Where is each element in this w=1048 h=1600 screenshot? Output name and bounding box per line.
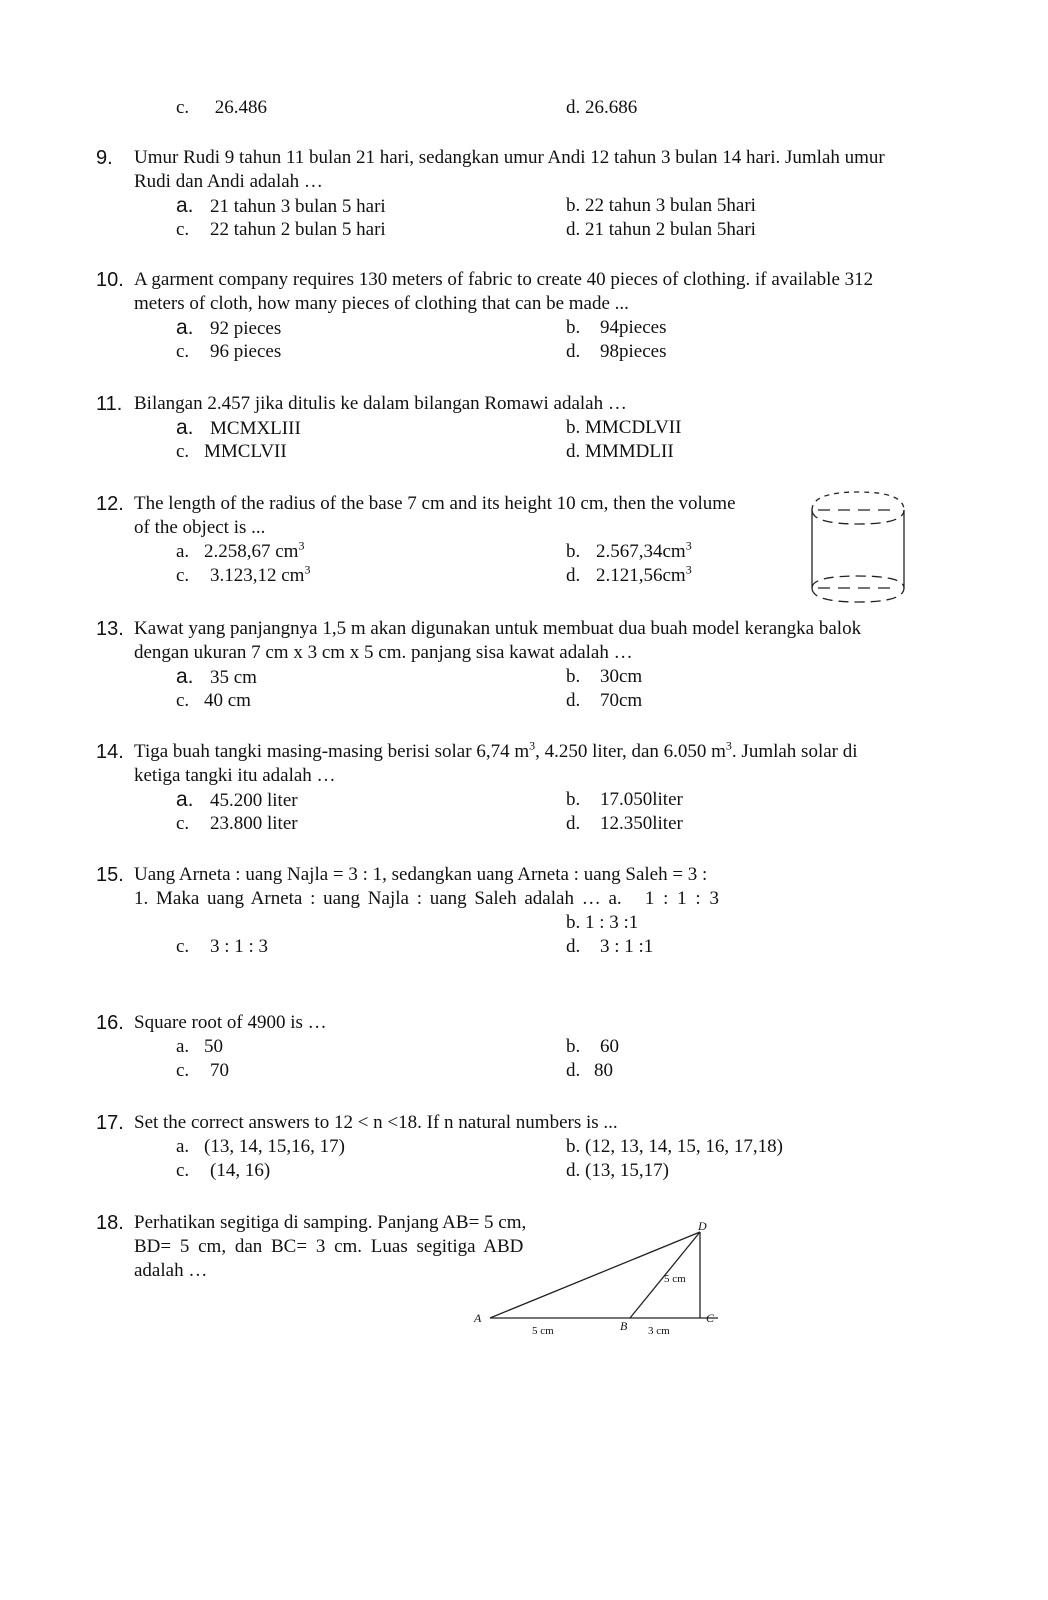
option-c: 40 cm: [204, 690, 251, 711]
option-label: a.: [176, 665, 194, 688]
option-label: d.: [566, 690, 581, 711]
option-label: a.: [176, 416, 194, 439]
option-b: 94pieces: [600, 317, 667, 338]
cylinder-top-back: [812, 492, 904, 510]
option-label: c.: [176, 341, 190, 362]
question-number: 14.: [96, 741, 124, 763]
stem-part: , 4.250 liter, dan 6.050 m: [535, 741, 726, 762]
option-label: d.: [566, 936, 581, 957]
option-label: b.: [566, 1036, 581, 1057]
option-label: a.: [176, 788, 194, 811]
question-stem: Bilangan 2.457 jika ditulis ke dalam bilangan Romawi adalah …: [134, 393, 627, 414]
option-label: a.: [176, 194, 194, 217]
option-b: b. 22 tahun 3 bulan 5hari: [566, 195, 756, 216]
option-d: d. (13, 15,17): [566, 1160, 669, 1181]
question-stem: dengan ukuran 7 cm x 3 cm x 5 cm. panjang sisa kawat adalah …: [134, 642, 633, 663]
triangle-figure: [470, 1220, 740, 1360]
question-number: 10.: [96, 269, 124, 291]
cylinder-figure: [806, 488, 916, 608]
question-stem: A garment company requires 130 meters of fabric to create 40 pieces of clothing. if available 312: [134, 269, 874, 290]
option-label: c.: [176, 936, 190, 957]
exponent: 3: [685, 562, 692, 577]
cylinder-bottom-back: [812, 576, 904, 588]
option-d: 12.350liter: [600, 813, 683, 834]
stem-part: 1. Maka uang Arneta : uang Najla : uang Saleh adalah … a.: [134, 888, 622, 909]
question-10: [96, 268, 966, 364]
option-a: 2.258,67 cm: [204, 541, 299, 562]
option-label: d.: [566, 1060, 581, 1081]
question-14: [96, 740, 966, 836]
option-label: a.: [176, 1136, 190, 1157]
option-label: b.: [566, 541, 581, 562]
option-c: MMCLVII: [204, 441, 287, 462]
option-label: c.: [176, 565, 190, 586]
exponent: 3: [298, 538, 305, 553]
option-a: 1 : 1 : 3: [644, 888, 719, 909]
option-label: a.: [176, 316, 194, 339]
option-label: c.: [176, 1160, 190, 1181]
option-a: 35 cm: [210, 667, 257, 688]
option-label: c.: [176, 813, 190, 834]
option-d: 80: [594, 1060, 613, 1081]
vertex-a-label: A: [474, 1311, 482, 1325]
option-label: b.: [566, 789, 581, 810]
option-b: 17.050liter: [600, 789, 683, 810]
option-a: 45.200 liter: [210, 790, 298, 811]
option-a: (13, 14, 15,16, 17): [204, 1136, 345, 1157]
option-label: a.: [176, 1036, 190, 1057]
question-13: [96, 617, 966, 713]
question-stem: Umur Rudi 9 tahun 11 bulan 21 hari, sedangkan umur Andi 12 tahun 3 bulan 14 hari. Jumlah umur: [134, 147, 885, 168]
option-label: a.: [176, 541, 190, 562]
question-stem: Set the correct answers to 12 < n <18. If n natural numbers is ...: [134, 1112, 618, 1133]
stem-part: . Jumlah solar di: [731, 741, 858, 762]
option-d: 2.121,56cm: [596, 565, 686, 586]
stem-part: Tiga buah tangki masing-masing berisi solar 6,74 m: [134, 741, 530, 762]
option-c: 22 tahun 2 bulan 5 hari: [210, 219, 386, 240]
option-d: 98pieces: [600, 341, 667, 362]
option-label: b.: [566, 317, 581, 338]
question-number: 17.: [96, 1112, 124, 1134]
question-16: [96, 1011, 966, 1083]
option-d: d. MMMDLII: [566, 441, 674, 462]
option-a: MCMXLIII: [210, 418, 301, 439]
option-c: (14, 16): [210, 1160, 271, 1181]
vertex-c-label: C: [706, 1311, 715, 1325]
option-label: c.: [176, 441, 190, 462]
option-c: 3.123,12 cm: [210, 565, 305, 586]
question-number: 13.: [96, 618, 124, 640]
option-c: 96 pieces: [210, 341, 282, 362]
option-b: b. MMCDLVII: [566, 417, 682, 438]
question-stem: Kawat yang panjangnya 1,5 m akan digunakan untuk membuat dua buah model kerangka balok: [134, 618, 862, 639]
option-d: 26.686: [585, 97, 638, 118]
question-stem: BD= 5 cm, dan BC= 3 cm. Luas segitiga ABD: [134, 1236, 524, 1257]
option-b: b. (12, 13, 14, 15, 16, 17,18): [566, 1136, 783, 1157]
option-label: d.: [566, 97, 581, 118]
question-stem: meters of cloth, how many pieces of clothing that can be made ...: [134, 293, 629, 314]
question-number: 12.: [96, 493, 124, 515]
option-d: 70cm: [600, 690, 643, 711]
question-number: 18.: [96, 1212, 124, 1234]
vertex-b-label: B: [620, 1319, 628, 1333]
question-stem: Uang Arneta : uang Najla = 3 : 1, sedangkan uang Arneta : uang Saleh = 3 :: [134, 864, 708, 885]
option-label: c.: [176, 97, 190, 118]
exponent: 3: [529, 738, 536, 753]
question-number: 9.: [96, 147, 113, 169]
option-c: 26.486: [214, 97, 267, 118]
option-label: d.: [566, 813, 581, 834]
option-a: 92 pieces: [210, 318, 282, 339]
option-a: 21 tahun 3 bulan 5 hari: [210, 196, 386, 217]
question-stem: The length of the radius of the base 7 cm and its height 10 cm, then the volume: [134, 493, 736, 514]
exponent: 3: [725, 738, 732, 753]
question-stem: Square root of 4900 is …: [134, 1012, 327, 1033]
exponent: 3: [685, 538, 692, 553]
question-number: 15.: [96, 864, 124, 886]
option-d: d. 21 tahun 2 bulan 5hari: [566, 219, 756, 240]
question-8-tail: [96, 96, 966, 120]
option-label: c.: [176, 1060, 190, 1081]
option-c: 70: [210, 1060, 229, 1081]
question-stem: Perhatikan segitiga di samping. Panjang AB= 5 cm,: [134, 1212, 527, 1233]
option-label: d.: [566, 565, 581, 586]
question-stem: Rudi dan Andi adalah …: [134, 171, 323, 192]
option-label: c.: [176, 219, 190, 240]
option-label: b.: [566, 666, 581, 687]
option-d: 3 : 1 :1: [600, 936, 654, 957]
length-ab-label: 5 cm: [532, 1325, 554, 1337]
cylinder-bottom-front: [812, 588, 904, 602]
question-11: [96, 392, 966, 464]
question-9: [96, 146, 966, 242]
option-b: 60: [600, 1036, 619, 1057]
question-stem: [134, 740, 858, 764]
length-bd-label: 5 cm: [664, 1273, 686, 1285]
length-bc-label: 3 cm: [648, 1325, 670, 1337]
option-c: 3 : 1 : 3: [210, 936, 269, 957]
question-stem: adalah …: [134, 1260, 208, 1281]
option-b: 30cm: [600, 666, 643, 687]
question-15: [96, 863, 966, 963]
option-c: 23.800 liter: [210, 813, 298, 834]
option-label: d.: [566, 341, 581, 362]
option-b: b. 1 : 3 :1: [566, 912, 639, 933]
option-label: c.: [176, 690, 190, 711]
question-17: [96, 1111, 966, 1183]
option-a: 50: [204, 1036, 223, 1057]
question-stem: [134, 887, 719, 911]
question-number: 16.: [96, 1012, 124, 1034]
vertex-d-label: D: [698, 1220, 707, 1233]
option-b: 2.567,34cm: [596, 541, 686, 562]
question-stem: ketiga tangki itu adalah …: [134, 765, 336, 786]
question-stem: of the object is ...: [134, 517, 266, 538]
question-number: 11.: [96, 393, 123, 415]
exponent: 3: [304, 562, 311, 577]
cylinder-top-front: [812, 510, 904, 524]
